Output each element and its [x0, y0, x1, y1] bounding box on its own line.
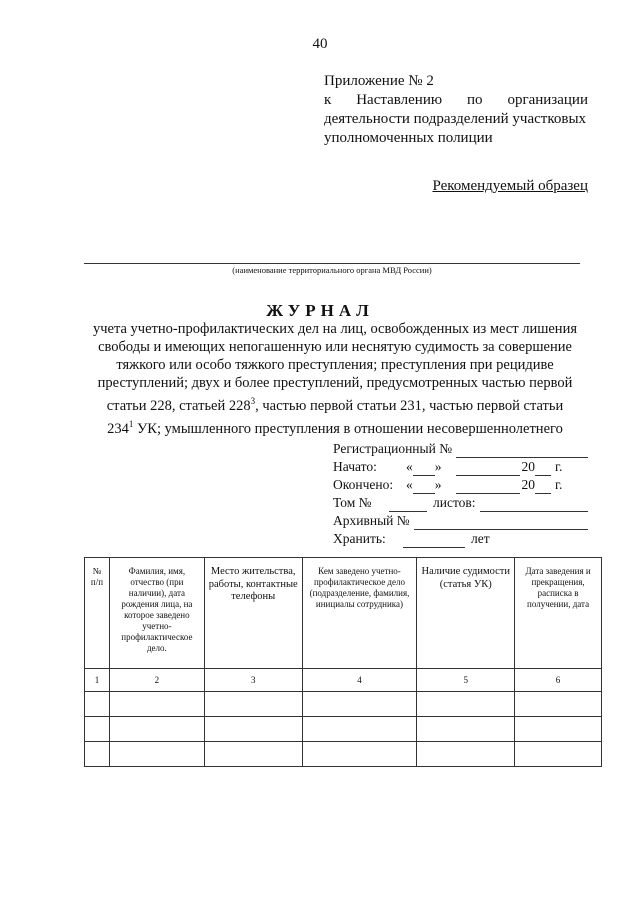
reg-number-field[interactable]: [456, 444, 588, 458]
started-month-field[interactable]: [456, 462, 520, 476]
table-cell[interactable]: [109, 742, 204, 767]
started-year-field[interactable]: [535, 462, 551, 476]
keep-years-field[interactable]: [403, 534, 465, 548]
appendix-line-2: [324, 91, 588, 110]
quote-open: «: [406, 477, 413, 492]
started-row: [333, 458, 588, 476]
sheets-label: листов:: [433, 495, 476, 510]
desc-text: , частью первой статьи 231, частью первой статьи: [255, 397, 564, 414]
table-header-row: [85, 558, 602, 669]
table-row: [85, 742, 602, 767]
column-number: 4: [302, 669, 417, 692]
table-cell[interactable]: [204, 717, 302, 742]
registration-row: [333, 440, 588, 458]
quote-open: «: [406, 459, 413, 474]
finished-year-field[interactable]: [535, 480, 551, 494]
quote-close: »: [434, 477, 442, 492]
year-prefix: 20: [521, 459, 535, 474]
table-cell[interactable]: [302, 692, 417, 717]
desc-text: 234: [107, 420, 129, 437]
table-cell[interactable]: [417, 742, 515, 767]
appendix-block: [324, 72, 588, 148]
sheets-field[interactable]: [480, 498, 588, 512]
desc-text: статьи 228, статьей 228: [106, 397, 251, 414]
table-cell[interactable]: [515, 742, 602, 767]
finished-month-field[interactable]: [456, 480, 520, 494]
sample-label: Рекомендуемый образец: [432, 178, 588, 194]
finished-row: [333, 476, 588, 494]
column-number: 5: [417, 669, 515, 692]
column-number-row: [85, 669, 602, 692]
table-cell[interactable]: [302, 742, 417, 767]
journal-table: [84, 557, 602, 767]
table-cell[interactable]: [417, 692, 515, 717]
archive-field[interactable]: [414, 516, 588, 530]
journal-desc-line: [82, 415, 588, 438]
appendix-line-4: уполномоченных полиции: [324, 130, 493, 146]
appendix-title: Приложение № 2: [324, 73, 434, 89]
table-cell[interactable]: [109, 717, 204, 742]
desc-text: УК; умышленного преступления в отношении несовершеннолетнего: [133, 420, 563, 437]
table-cell[interactable]: [109, 692, 204, 717]
column-number: 2: [109, 669, 204, 692]
page-number: 40: [312, 36, 328, 52]
table-cell[interactable]: [85, 742, 110, 767]
journal-desc-line: преступлений; двух и более преступлений, предусмотренных частью первой: [97, 375, 573, 391]
column-number: 1: [85, 669, 110, 692]
keep-label: Хранить:: [333, 531, 386, 546]
table-row: [85, 717, 602, 742]
org-name-line: [84, 263, 580, 264]
column-number: 6: [515, 669, 602, 692]
journal-desc-line: [82, 392, 588, 415]
journal-desc-line: учета учетно-профилактических дел на лиц, освобожденных из мест лишения: [93, 321, 577, 337]
journal-desc-line: тяжкого или особо тяжкого преступления; преступления при рецидиве: [116, 357, 554, 373]
table-cell[interactable]: [204, 742, 302, 767]
appendix-word: организации: [507, 92, 588, 108]
keep-row: [333, 530, 588, 548]
quote-close: »: [434, 459, 442, 474]
org-name-caption: (наименование территориального органа МВД России): [232, 265, 432, 275]
finished-label: Окончено:: [333, 477, 394, 492]
table-cell[interactable]: [515, 717, 602, 742]
journal-title: ЖУРНАЛ: [266, 301, 374, 320]
archive-label: Архивный №: [333, 513, 410, 528]
archive-row: [333, 512, 588, 530]
year-suffix: г.: [555, 459, 563, 474]
appendix-word: Наставлению: [356, 92, 443, 108]
table-cell[interactable]: [85, 692, 110, 717]
column-number: 3: [204, 669, 302, 692]
appendix-word: по: [466, 92, 483, 108]
table-cell[interactable]: [85, 717, 110, 742]
superscript: 3: [250, 396, 256, 406]
header-cell: Фамилия, имя, отчество (при наличии), дата рождения лица, на которое заведено учетно-профилактическое дело.: [109, 558, 204, 669]
header-cell: Наличие судимости (статья УК): [417, 558, 515, 669]
started-day-field[interactable]: [413, 462, 435, 476]
table-cell[interactable]: [204, 692, 302, 717]
year-prefix: 20: [521, 477, 535, 492]
header-cell: № п/п: [85, 558, 110, 669]
table-row: [85, 692, 602, 717]
reg-number-label: Регистрационный №: [333, 441, 453, 456]
journal-description: [82, 320, 588, 438]
volume-row: [333, 494, 588, 512]
table-cell[interactable]: [302, 717, 417, 742]
volume-field[interactable]: [389, 498, 427, 512]
year-suffix: г.: [555, 477, 563, 492]
years-label: лет: [471, 531, 490, 546]
volume-label: Том №: [333, 495, 372, 510]
header-cell: Кем заведено учетно-профилактическое дело (подразделение, фамилия, инициалы сотрудника): [302, 558, 417, 669]
registration-block: [333, 440, 588, 548]
table-cell[interactable]: [515, 692, 602, 717]
journal-desc-line: свободы и имеющих непогашенную или неснятую судимость за совершение: [98, 339, 572, 355]
appendix-line-3: деятельности подразделений участковых: [324, 111, 587, 127]
appendix-word: к: [324, 92, 332, 108]
finished-day-field[interactable]: [413, 480, 435, 494]
header-cell: Место жительства, работы, контактные телефоны: [204, 558, 302, 669]
table-cell[interactable]: [417, 717, 515, 742]
started-label: Начато:: [333, 459, 377, 474]
header-cell: Дата заведения и прекращения, расписка в получении, дата: [515, 558, 602, 669]
superscript: 1: [128, 418, 134, 429]
